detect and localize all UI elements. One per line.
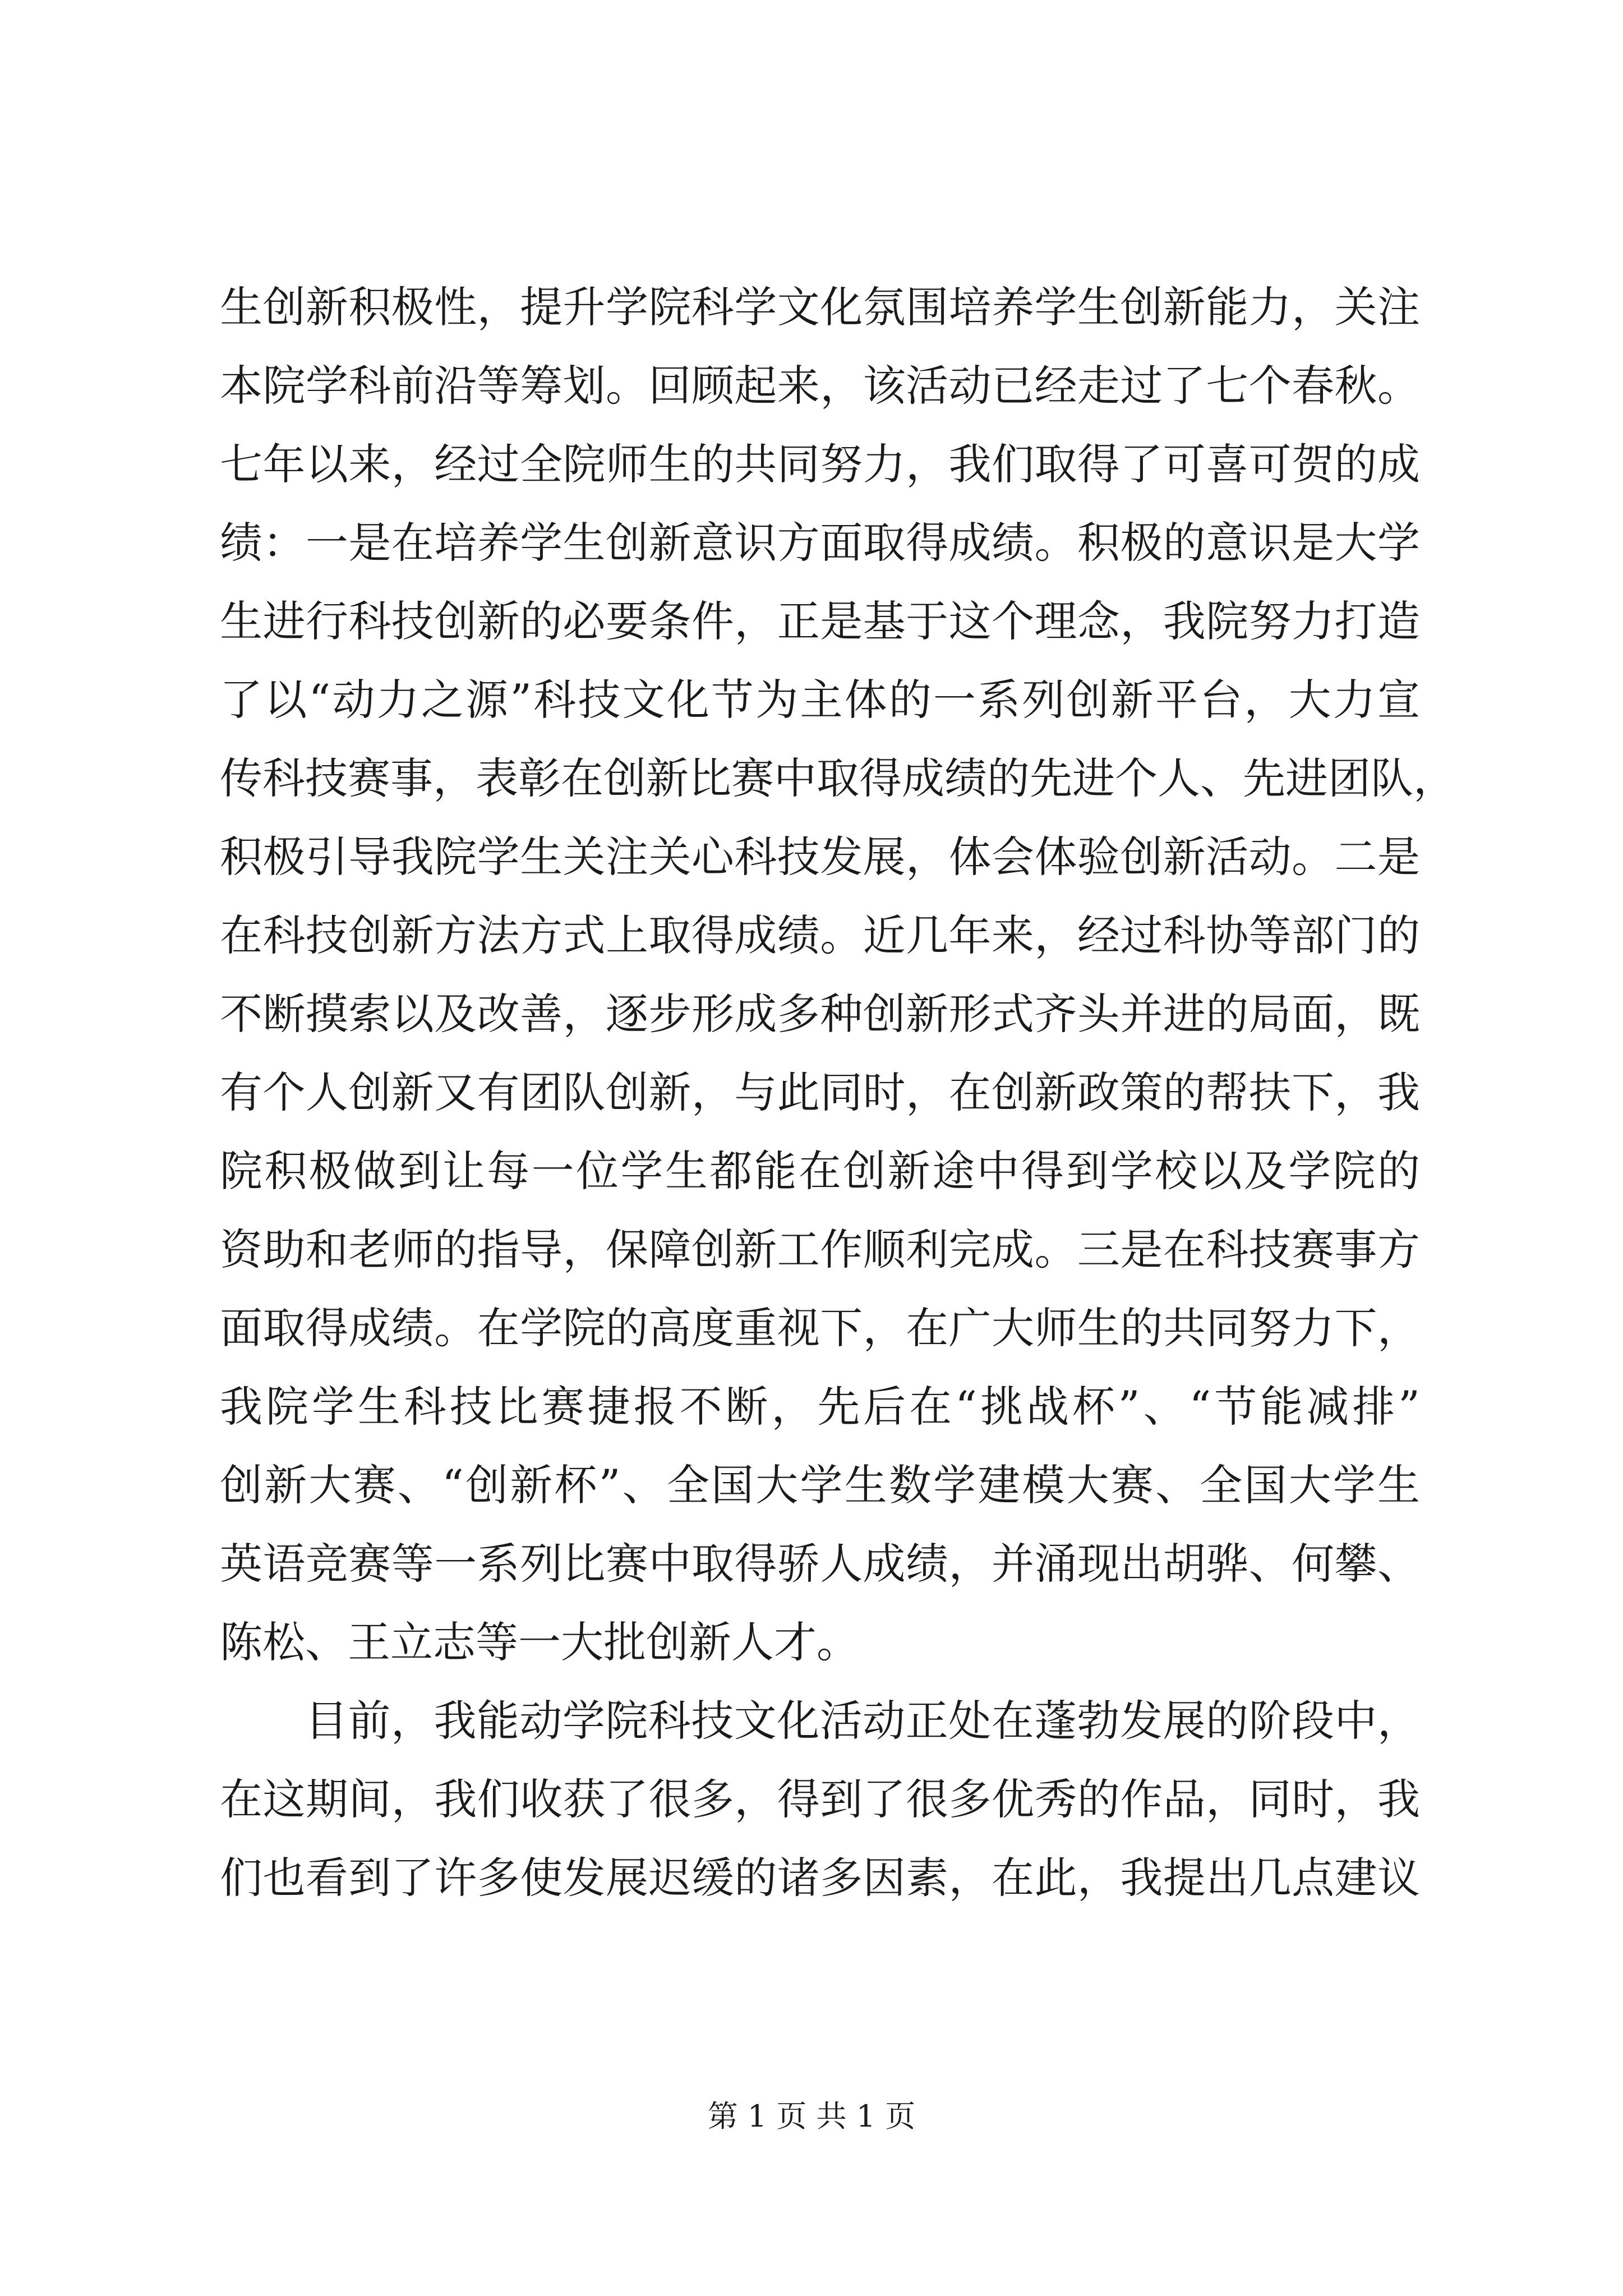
- text-line: 在科技创新方法方式上取得成绩。近几年来，经过科协等部门的: [220, 910, 1420, 960]
- text-line: 有个人创新又有团队创新，与此同时，在创新政策的帮扶下，我: [220, 1068, 1420, 1117]
- paragraph-1: [220, 268, 1456, 1682]
- text-line: 们也看到了许多使发展迟缓的诸多因素，在此，我提出几点建议: [220, 1853, 1420, 1903]
- text-line: 我院学生科技比赛捷报不断，先后在“挑战杯”、“节能减排”: [220, 1382, 1420, 1432]
- text-line: 不断摸索以及改善，逐步形成多种创新形式齐头并进的局面，既: [220, 989, 1420, 1039]
- text-line: 院积极做到让每一位学生都能在创新途中得到学校以及学院的: [220, 1146, 1420, 1196]
- document-body: [220, 268, 1456, 1917]
- text-line: 传科技赛事，表彰在创新比赛中取得成绩的先进个人、先进团队，: [220, 753, 1456, 803]
- text-line: 积极引导我院学生关注关心科技发展，体会体验创新活动。二是: [220, 832, 1420, 882]
- text-line: 生进行科技创新的必要条件，正是基于这个理念，我院努力打造: [220, 596, 1420, 646]
- text-line: 创新大赛、“创新杯”、全国大学生数学建模大赛、全国大学生: [220, 1460, 1420, 1510]
- text-line: 在这期间，我们收获了很多，得到了很多优秀的作品，同时，我: [220, 1774, 1420, 1824]
- text-line: 了以“动力之源”科技文化节为主体的一系列创新平台，大力宣: [220, 675, 1420, 725]
- text-line: 绩：一是在培养学生创新意识方面取得成绩。积极的意识是大学: [220, 518, 1420, 568]
- paragraph-2: [220, 1682, 1420, 1917]
- text-line: 陈松、王立志等一大批创新人才。: [220, 1617, 859, 1667]
- text-line: 资助和老师的指导，保障创新工作顺利完成。三是在科技赛事方: [220, 1225, 1420, 1274]
- text-line: 目前，我能动学院科技文化活动正处在蓬勃发展的阶段中，: [305, 1696, 1420, 1746]
- text-line: 英语竞赛等一系列比赛中取得骄人成绩，并涌现出胡骅、何攀、: [220, 1539, 1420, 1589]
- text-line: 本院学科前沿等筹划。回顾起来，该活动已经走过了七个春秋。: [220, 361, 1420, 411]
- text-line: 七年以来，经过全院师生的共同努力，我们取得了可喜可贺的成: [220, 439, 1420, 489]
- text-line: 生创新积极性，提升学院科学文化氛围培养学生创新能力，关注: [220, 282, 1420, 332]
- page-number-footer: 第 1 页 共 1 页: [707, 2099, 916, 2134]
- text-line: 面取得成绩。在学院的高度重视下，在广大师生的共同努力下，: [220, 1303, 1420, 1353]
